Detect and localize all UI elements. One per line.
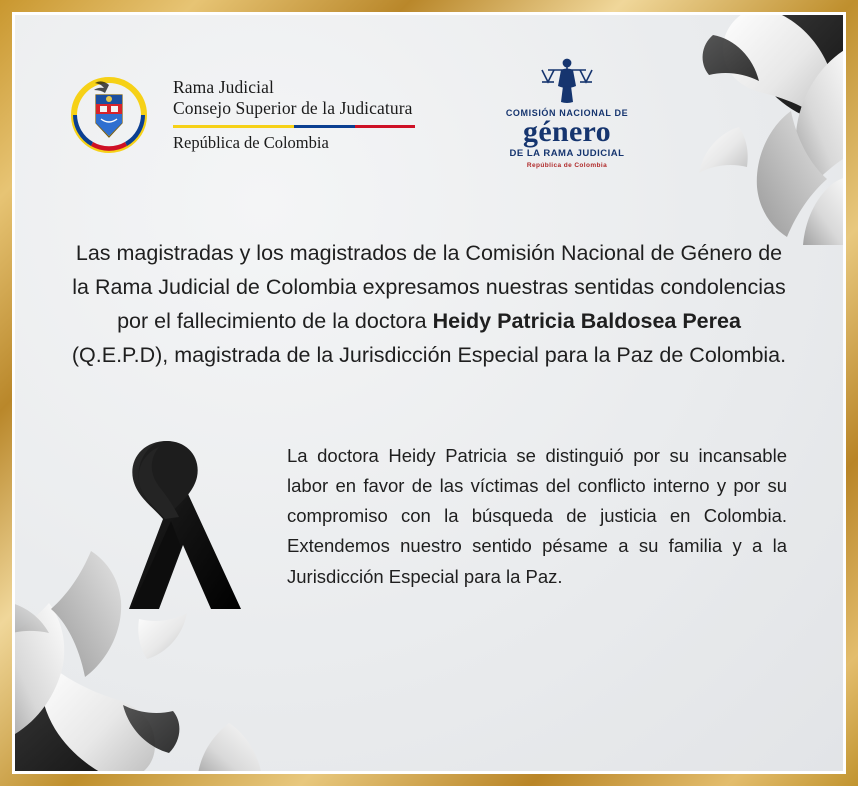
card-inner-frame: [12, 12, 846, 774]
rama-judicial-wordmark: [173, 77, 415, 152]
tricolor-rule: [173, 125, 415, 128]
condolence-statement: [67, 237, 791, 373]
rama-judicial-line2: Consejo Superior de la Judicatura: [173, 98, 413, 119]
scales-of-justice-figure-icon: [532, 57, 602, 107]
statement-part2: (Q.E.P.D), magistrada de la Jurisdicción Especial para la Paz de Colombia.: [71, 342, 787, 367]
statement-part1: Las magistradas y los magistrados de la Comisión Nacional de Género de la Rama Judicial de Colombia expresamos nuestras sentidas condolencias por el fallecimiento de la doctora: [72, 241, 786, 333]
black-mourning-ribbon-icon: [71, 423, 261, 623]
comision-title-bottom: DE LA RAMA JUDICIAL: [509, 147, 625, 159]
comision-title-top: COMISIÓN NACIONAL DE: [505, 108, 629, 118]
comision-nacional-genero-logo: [477, 57, 657, 169]
tribute-paragraph: La doctora Heidy Patricia se distinguió por su incansable labor en favor de las víctimas del conflicto interno y por su compromiso con la búsqueda de justicia en Colombia. Extendemos nuestro sentido pésame a su familia y a la Jurisdicción Especial para la Paz.: [287, 445, 787, 587]
tribute-block: [71, 423, 787, 623]
comision-word-genero: género: [523, 115, 611, 148]
rama-judicial-line3: República de Colombia: [173, 132, 329, 152]
comision-country: República de Colombia: [526, 161, 608, 169]
colombia-coat-of-arms-icon: [71, 77, 147, 153]
header: [15, 59, 843, 171]
rama-judicial-line1: Rama Judicial: [173, 77, 274, 97]
deceased-name: Heidy Patricia Baldosea Perea: [432, 308, 741, 333]
